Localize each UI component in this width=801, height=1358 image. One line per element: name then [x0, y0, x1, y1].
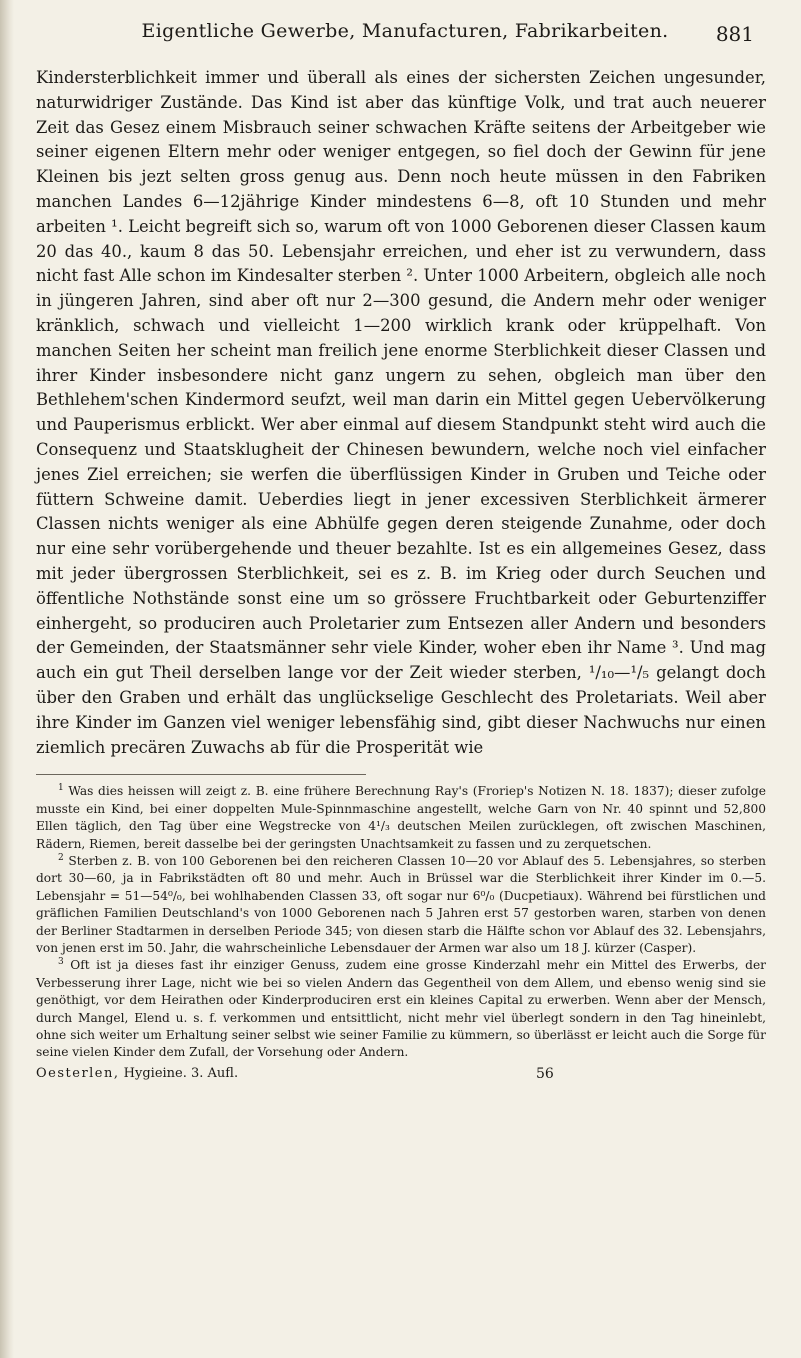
running-title: Eigentliche Gewerbe, Manufacturen, Fabrikarbeiten.	[141, 20, 669, 42]
footnotes	[36, 783, 766, 1062]
footnote-marker: 3	[58, 957, 64, 968]
footnote-marker: 1	[58, 783, 64, 794]
footer-author: Oesterlen,	[36, 1065, 120, 1081]
footnote-1	[36, 783, 766, 853]
footer-book: Hygieine. 3. Aufl.	[123, 1065, 239, 1081]
footer-imprint	[36, 1066, 238, 1081]
footnote-text: Sterben z. B. von 100 Geborenen bei den reicheren Classen 10—20 vor Ablauf des 5. Lebensjahres, so sterben dort 30—60, ja in Fabrikstädten oft 80 und mehr. Auch in Brüssel war die Sterblichkeit ihrer Kinder im 0.—5. Lebensjahr = 51—54⁰/₀, bei wohlhabenden Classen 33, oft sogar nur 6⁰/₀ (Ducpetiaux). Während bei fürstlichen und gräflichen Familien Deutschland's von 1000 Geborenen nach 5 Jahren erst 57 gestorben waren, starben von denen der Berliner Stadtarmen in derselben Periode 345; von diesen starb die Hälfte schon vor Ablauf des 32. Lebensjahrs, von jenen erst im 50. Jahr, die wahrscheinliche Lebensdauer der Armen war also um 18 J. kürzer (Casper).	[36, 853, 766, 955]
footnote-marker: 2	[58, 852, 64, 863]
body-paragraph: Kindersterblichkeit immer und überall als eines der sichersten Zeichen ungesunder, naturwidriger Zustände. Das Kind ist aber das künftige Volk, und trat auch neuerer Zeit das Gesez einem Misbrauch seiner schwachen Kräfte seitens der Arbeitgeber wie seiner eigenen Eltern mehr oder weniger entgegen, so fiel doch der Gewinn für jene Kleinen bis jezt selten gross genug aus. Denn noch heute müssen in den Fabriken manchen Landes 6—12jährige Kinder mindestens 6—8, oft 10 Stunden und mehr arbeiten ¹. Leicht begreift sich so, warum oft von 1000 Geborenen dieser Classen kaum 20 das 40., kaum 8 das 50. Lebensjahr erreichen, und eher ist zu verwundern, dass nicht fast Alle schon im Kindesalter sterben ². Unter 1000 Arbeitern, obgleich alle noch in jüngeren Jahren, sind aber oft nur 2—300 gesund, die Andern mehr oder weniger kränklich, schwach und vielleicht 1—200 wirklich krank oder krüppelhaft. Von manchen Seiten her scheint man freilich jene enorme Sterblichkeit dieser Classen und ihrer Kinder insbesondere nicht ganz ungern zu sehen, obgleich man über den Bethlehem'schen Kindermord seufzt, weil man darin ein Mittel gegen Uebervölkerung und Pauperismus erblickt. Wer aber einmal auf diesem Standpunkt steht wird auch die Consequenz und Staatsklugheit der Chinesen bewundern, welche noch viel einfacher jenes Ziel erreichen; sie werfen die überflüssigen Kinder in Gruben und Teiche oder füttern Schweine damit. Ueberdies liegt in jener excessiven Sterblichkeit ärmerer Classen nichts weniger als eine Abhülfe gegen deren steigende Zunahme, oder doch nur eine sehr vorübergehende und theuer bezahlte. Ist es ein allgemeines Gesez, dass mit jeder übergrossen Sterblichkeit, sei es z. B. im Krieg oder durch Seuchen und öffentliche Nothstände sonst eine um so grössere Fruchtbarkeit oder Geburtenziffer einhergeht, so produciren auch Proletarier zum Entsezen aller Andern und besonders der Gemeinden, der Staatsmänner sehr viele Kinder, woher eben ihr Name ³. Und mag auch ein gut Theil derselben lange vor der Zeit wieder sterben, ¹/₁₀—¹/₅ gelangt doch über den Graben und erhält das unglückselige Geschlecht des Proletariats. Weil aber ihre Kinder im Ganzen viel weniger lebensfähig sind, gibt dieser Nachwuchs nur einen ziemlich precären Zuwachs ab für die Prosperität wie	[36, 68, 766, 757]
page-binding-edge	[0, 0, 14, 1358]
footnote-3	[36, 957, 766, 1061]
footnote-text: Oft ist ja dieses fast ihr einziger Genuss, zudem eine grosse Kinderzahl mehr ein Mittel des Erwerbs, der Verbesserung ihrer Lage, nicht wie bei so vielen Andern das Gegentheil von dem Allem, und ebenso wenig sind sie genöthigt, vor dem Heirathen oder Kinderproduciren erst ein kleines Capital zu erwerben. Wenn aber der Mensch, durch Mangel, Elend u. s. f. verkommen und entsittlicht, nicht mehr viel überlegt sondern in den Tag hineinlebt, ohne sich weiter um Erhaltung seiner selbst wie seiner Familie zu kümmern, so überlässt er leicht auch die Sorge für seine vielen Kinder dem Zufall, der Vorsehung oder Andern.	[36, 958, 767, 1060]
page-footer	[36, 1064, 774, 1086]
book-page	[36, 18, 774, 1348]
printer-signature: 56	[536, 1065, 554, 1082]
footnote-text: Was dies heissen will zeigt z. B. eine frühere Berechnung Ray's (Froriep's Notizen N. 18. 1837); dieser zufolge musste ein Kind, bei einer doppelten Mule-Spinnmaschine angestellt, welche Garn von Nr. 40 spinnt und 52,800 Ellen täglich, den Tag über eine Wegstrecke von 4¹/₃ deutschen Meilen zurücklegen, oft zwischen Maschinen, Rädern, Riemen, bereit dasselbe bei der geringsten Unachtsamkeit zu fassen und zu zerquetschen.	[36, 784, 766, 851]
page-number: 881	[715, 22, 754, 46]
page-header	[36, 18, 774, 52]
footnote-2	[36, 853, 766, 957]
main-text	[36, 66, 766, 760]
footnote-separator	[36, 774, 366, 775]
